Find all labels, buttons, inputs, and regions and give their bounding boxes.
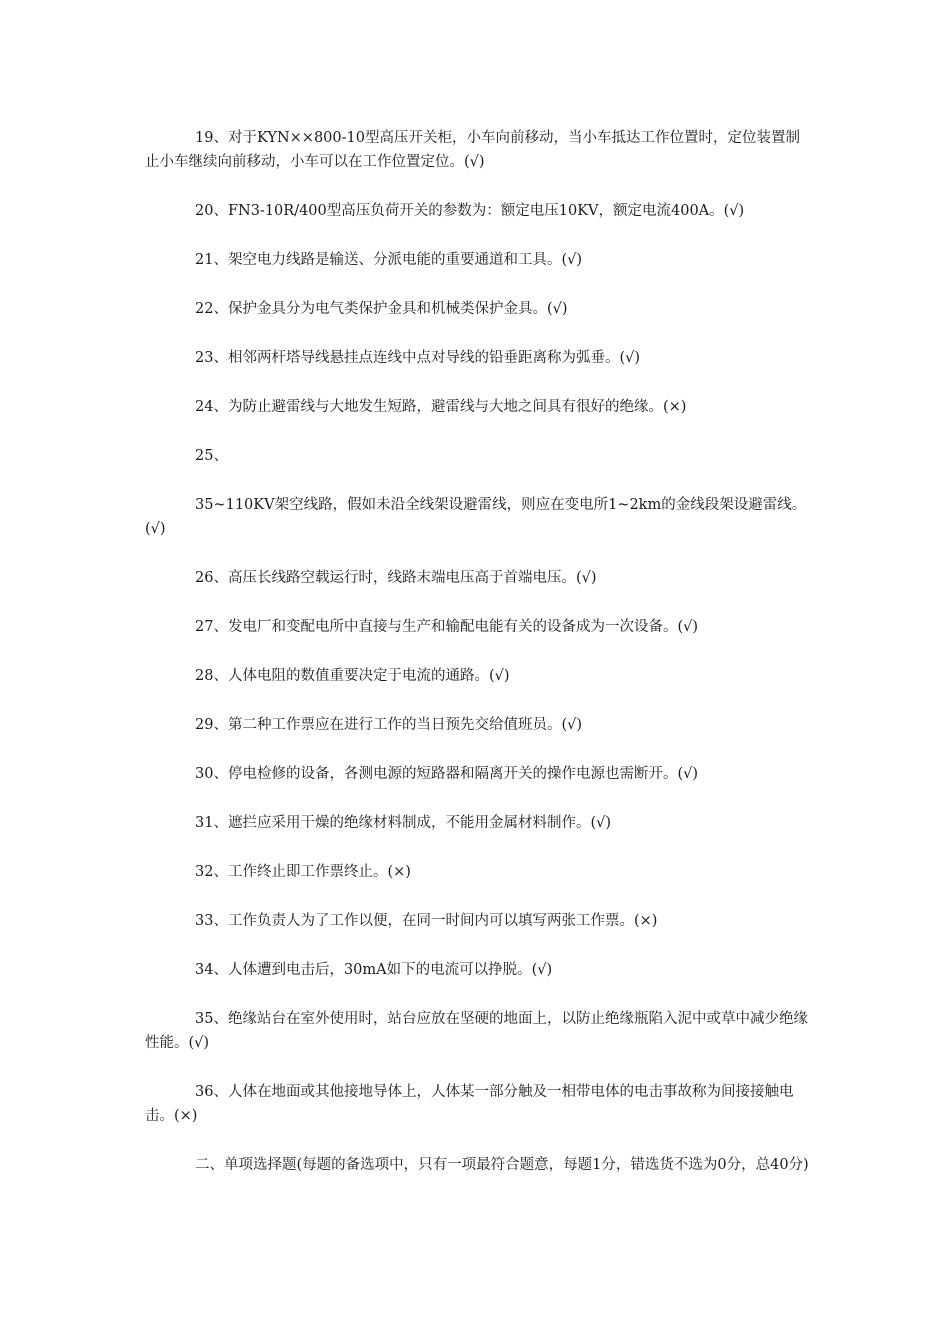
paragraph-q23: 23、相邻两杆塔导线悬挂点连线中点对导线的铅垂距离称为弧垂。(√) [195,350,641,366]
paragraph-q22: 22、保护金具分为电气类保护金具和机械类保护金具。(√) [195,301,568,317]
paragraph-q26: 26、高压长线路空载运行时，线路末端电压高于首端电压。(√) [195,570,597,586]
paragraph-q20: 20、FN3-10R/400型高压负荷开关的参数为：额定电压10KV，额定电流400A。(√) [195,203,745,219]
paragraph-q36: 36、人体在地面或其他接地导体上，人体某一部分触及一相带电体的电击事故称为间接接触电击。(×) [145,1084,794,1124]
paragraph-q30: 30、停电检修的设备，各测电源的短路器和隔离开关的操作电源也需断开。(√) [195,766,699,782]
paragraph-q31: 31、遮拦应采用干燥的绝缘材料制成，不能用金属材料制作。(√) [195,815,612,831]
paragraph-q28: 28、人体电阻的数值重要决定于电流的通路。(√) [195,668,510,684]
paragraph-q25-text: 35~110KV架空线路，假如未沿全线架设避雷线，则应在变电所1~2km的金线段架设避雷线。(√) [145,497,807,537]
section-heading-single-choice: 二、单项选择题(每题的备选项中，只有一项最符合题意，每题1分，错选货不选为0分，总40分) [195,1157,809,1173]
paragraph-q24: 24、为防止避雷线与大地发生短路，避雷线与大地之间具有很好的绝缘。(×) [195,399,687,415]
paragraph-q34: 34、人体遭到电击后，30mA如下的电流可以挣脱。(√) [195,962,553,978]
paragraph-q21: 21、架空电力线路是输送、分派电能的重要通道和工具。(√) [195,252,583,268]
paragraph-q19: 19、对于KYN××800-10型高压开关柜，小车向前移动，当小车抵达工作位置时，定位装置制止小车继续向前移动，小车可以在工作位置定位。(√) [145,130,800,170]
paragraph-q32: 32、工作终止即工作票终止。(×) [195,864,411,880]
paragraph-q27: 27、发电厂和变配电所中直接与生产和输配电能有关的设备成为一次设备。(√) [195,619,699,635]
document-body [145,126,810,1202]
paragraph-q25-number: 25、 [195,448,228,464]
paragraph-q33: 33、工作负责人为了工作以便，在同一时间内可以填写两张工作票。(×) [195,913,658,929]
paragraph-q35: 35、绝缘站台在室外使用时，站台应放在坚硬的地面上，以防止绝缘瓶陷入泥中或草中减少绝缘性能。(√) [145,1011,808,1051]
paragraph-q29: 29、第二种工作票应在进行工作的当日预先交给值班员。(√) [195,717,583,733]
